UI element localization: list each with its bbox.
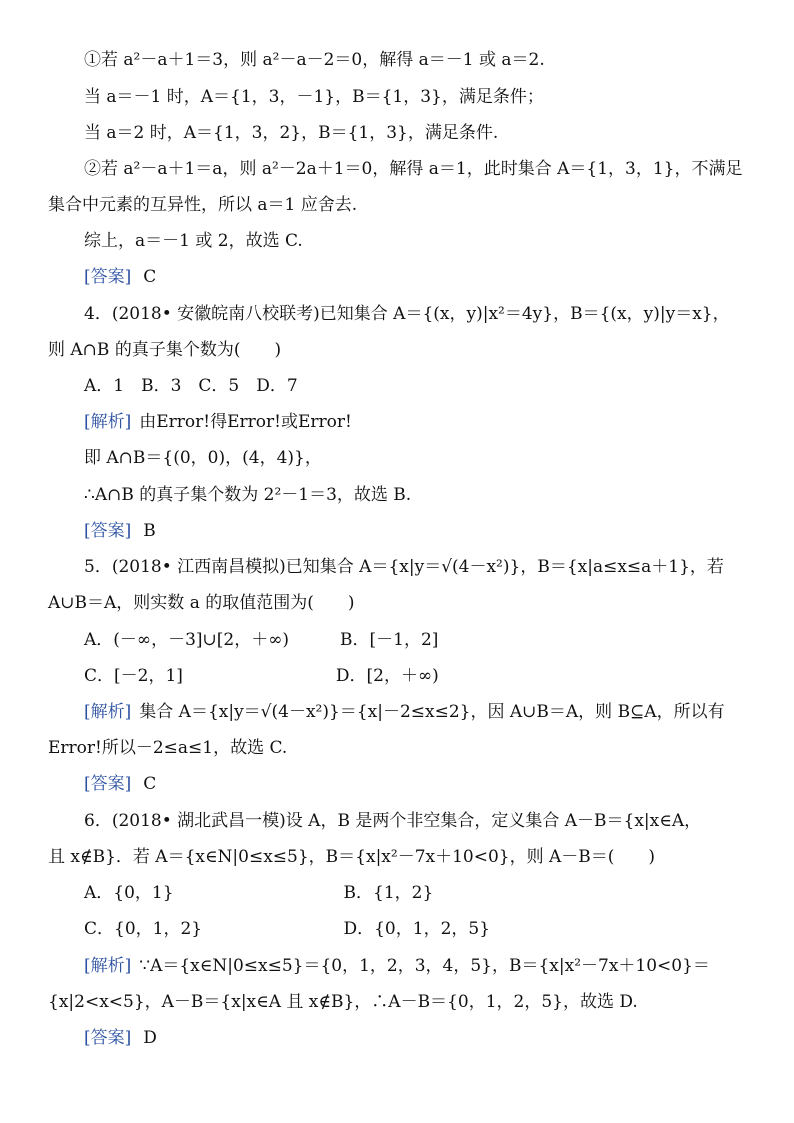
answer-line	[84, 1026, 157, 1050]
answer-tag: [答案]	[84, 521, 132, 541]
analysis-tag: [解析]	[84, 412, 132, 432]
solution-line: {x|2<x<5}，A－B＝{x|x∈A 且 x∉B}，∴A－B＝{0，1，2，5}，故选 D.	[48, 992, 638, 1012]
question-line: A∪B＝A，则实数 a 的取值范围为( )	[48, 593, 355, 613]
analysis-line	[84, 700, 725, 724]
question-options: A．1 B．3 C．5 D．7	[84, 376, 298, 396]
solution-line: Error!所以－2≤a≤1，故选 C.	[48, 738, 288, 758]
answer-value: C	[143, 267, 157, 287]
answer-tag: [答案]	[84, 267, 132, 287]
answer-tag: [答案]	[84, 774, 132, 794]
question-line: 且 x∉B}．若 A＝{x∈N|0≤x≤5}，B＝{x|x²－7x＋10<0}，则 A－B＝( )	[48, 847, 656, 867]
solution-case-2: ②若 a²－a＋1＝a，则 a²－2a＋1＝0，解得 a＝1，此时集合 A＝{1，3，1}，不满足	[84, 159, 743, 179]
solution-line: 即 A∩B＝{(0，0)，(4，4)}，	[84, 448, 322, 468]
question-5: 5．(2018• 江西南昌模拟)已知集合 A＝{x|y＝√(4－x²)}，B＝{x|a≤x≤a＋1}，若	[84, 557, 724, 577]
question-line: 则 A∩B 的真子集个数为( )	[48, 340, 282, 360]
answer-value: B	[143, 521, 156, 541]
answer-tag: [答案]	[84, 1028, 132, 1048]
analysis-text: 由Error!得Error!或Error!	[139, 412, 352, 432]
question-options: C．{0，1，2} D．{0，1，2，5}	[84, 919, 491, 939]
question-options: C．[－2，1] D．[2，＋∞)	[84, 666, 439, 686]
solution-line: 集合中元素的互异性，所以 a＝1 应舍去.	[48, 195, 358, 215]
solution-line: 当 a＝2 时，A＝{1，3，2}，B＝{1，3}，满足条件.	[84, 123, 499, 143]
solution-line: ∴A∩B 的真子集个数为 2²－1＝3，故选 B.	[84, 485, 412, 505]
solution-line: 当 a＝－1 时，A＝{1，3，－1}，B＝{1，3}，满足条件；	[84, 87, 544, 107]
question-options: A．{0，1} B．{1，2}	[84, 883, 434, 903]
solution-case-1: ①若 a²－a＋1＝3，则 a²－a－2＝0，解得 a＝－1 或 a＝2.	[84, 50, 545, 70]
question-options: A．(－∞，－3]∪[2，＋∞) B．[－1，2]	[84, 630, 439, 650]
analysis-text: 集合 A＝{x|y＝√(4－x²)}＝{x|－2≤x≤2}，因 A∪B＝A，则 B⊆A，所以有	[139, 702, 725, 722]
analysis-tag: [解析]	[84, 702, 132, 722]
answer-value: C	[143, 774, 157, 794]
solution-conclusion: 综上，a＝－1 或 2，故选 C.	[84, 231, 303, 251]
answer-line	[84, 772, 156, 796]
analysis-text: ∵A＝{x∈N|0≤x≤5}＝{0，1，2，3，4，5}，B＝{x|x²－7x＋10<0}＝	[139, 956, 710, 976]
question-6: 6．(2018• 湖北武昌一模)设 A，B 是两个非空集合，定义集合 A－B＝{x|x∈A，	[84, 811, 702, 831]
answer-line	[84, 519, 156, 543]
question-4: 4．(2018• 安徽皖南八校联考)已知集合 A＝{(x，y)|x²＝4y}，B＝{(x，y)|y＝x}，	[84, 304, 730, 324]
analysis-tag: [解析]	[84, 956, 132, 976]
answer-value: D	[143, 1028, 157, 1048]
analysis-line	[84, 410, 352, 434]
analysis-line	[84, 954, 710, 978]
answer-line	[84, 265, 156, 289]
